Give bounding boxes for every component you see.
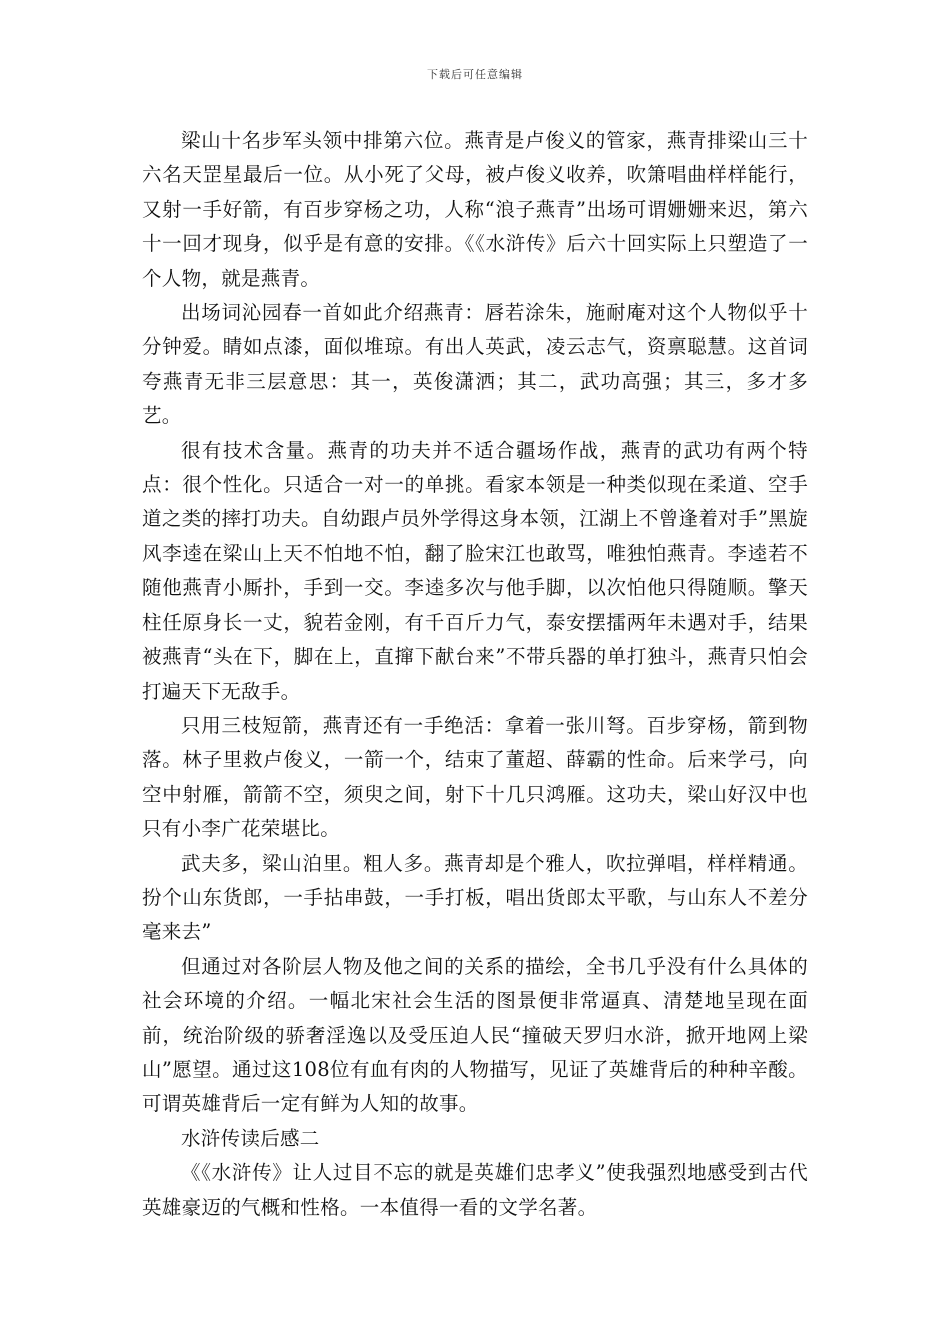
paragraph-5: 武夫多，梁山泊里。粗人多。燕青却是个雅人，吹拉弹唱，样样精通。扮个山东货郎，一手拈串鼓，一手打板，唱出货郎太平歌，与山东人不差分毫来去” [142,851,808,944]
page-header: 下载后可任意编辑 [427,68,523,81]
paragraph-7: 《《水浒传》让人过目不忘的就是英雄们忠孝义”使我强烈地感受到古代英雄豪迈的气概和性格。一本值得一看的文学名著。 [142,1161,808,1219]
section-heading: 水浒传读后感二 [181,1126,320,1150]
paragraph-1: 梁山十名步军头领中排第六位。燕青是卢俊义的管家，燕青排梁山三十六名天罡星最后一位。从小死了父母，被卢俊义收养，吹箫唱曲样样能行，又射一手好箭，有百步穿杨之功，人称“浪子燕青”出场可谓姗姗来迟，第六十一回才现身，似乎是有意的安排。《《水浒传》后六十回实际上只塑造了一个人物，就是燕青。 [142,129,808,290]
paragraph-3: 很有技术含量。燕青的功夫并不适合疆场作战，燕青的武功有两个特点：很个性化。只适合一对一的单挑。看家本领是一种类似现在柔道、空手道之类的摔打功夫。自幼跟卢员外学得这身本领，江湖上不曾逢着对手”黑旋风李逵在梁山上天不怕地不怕，翻了脸宋江也敢骂，唯独怕燕青。李逵若不随他燕青小厮扑，手到一交。李逵多次与他手脚，以次怕他只得随顺。擎天柱任原身长一丈，貌若金刚，有千百斤力气，泰安摆擂两年未遇对手，结果被燕青“头在下，脚在上，直撺下献台来”不带兵器的单打独斗，燕青只怕会打遍天下无敌手。 [142,438,808,703]
paragraph-4: 只用三枝短箭，燕青还有一手绝活：拿着一张川弩。百步穿杨，箭到物落。林子里救卢俊义，一箭一个，结束了董超、薛霸的性命。后来学弓，向空中射雁，箭箭不空，须臾之间，射下十几只鸿雁。这功夫，梁山好汉中也只有小李广花荣堪比。 [142,713,808,841]
paragraph-2: 出场词沁园春一首如此介绍燕青：唇若涂朱，施耐庵对这个人物似乎十分钟爱。睛如点漆，面似堆琼。有出人英武，凌云志气，资禀聪慧。这首词夸燕青无非三层意思：其一，英俊潇洒；其二，武功高强；其三，多才多艺。 [142,301,808,428]
paragraph-6: 但通过对各阶层人物及他之间的关系的描绘，全书几乎没有什么具体的社会环境的介绍。一幅北宋社会生活的图景便非常逼真、清楚地呈现在面前，统治阶级的骄奢淫逸以及受压迫人民“撞破天罗归水浒，掀开地网上梁山”愿望。通过这108位有血有肉的人物描写，见证了英雄背后的种种辛酸。可谓英雄背后一定有鲜为人知的故事。 [142,954,808,1116]
document-body [142,124,808,1225]
